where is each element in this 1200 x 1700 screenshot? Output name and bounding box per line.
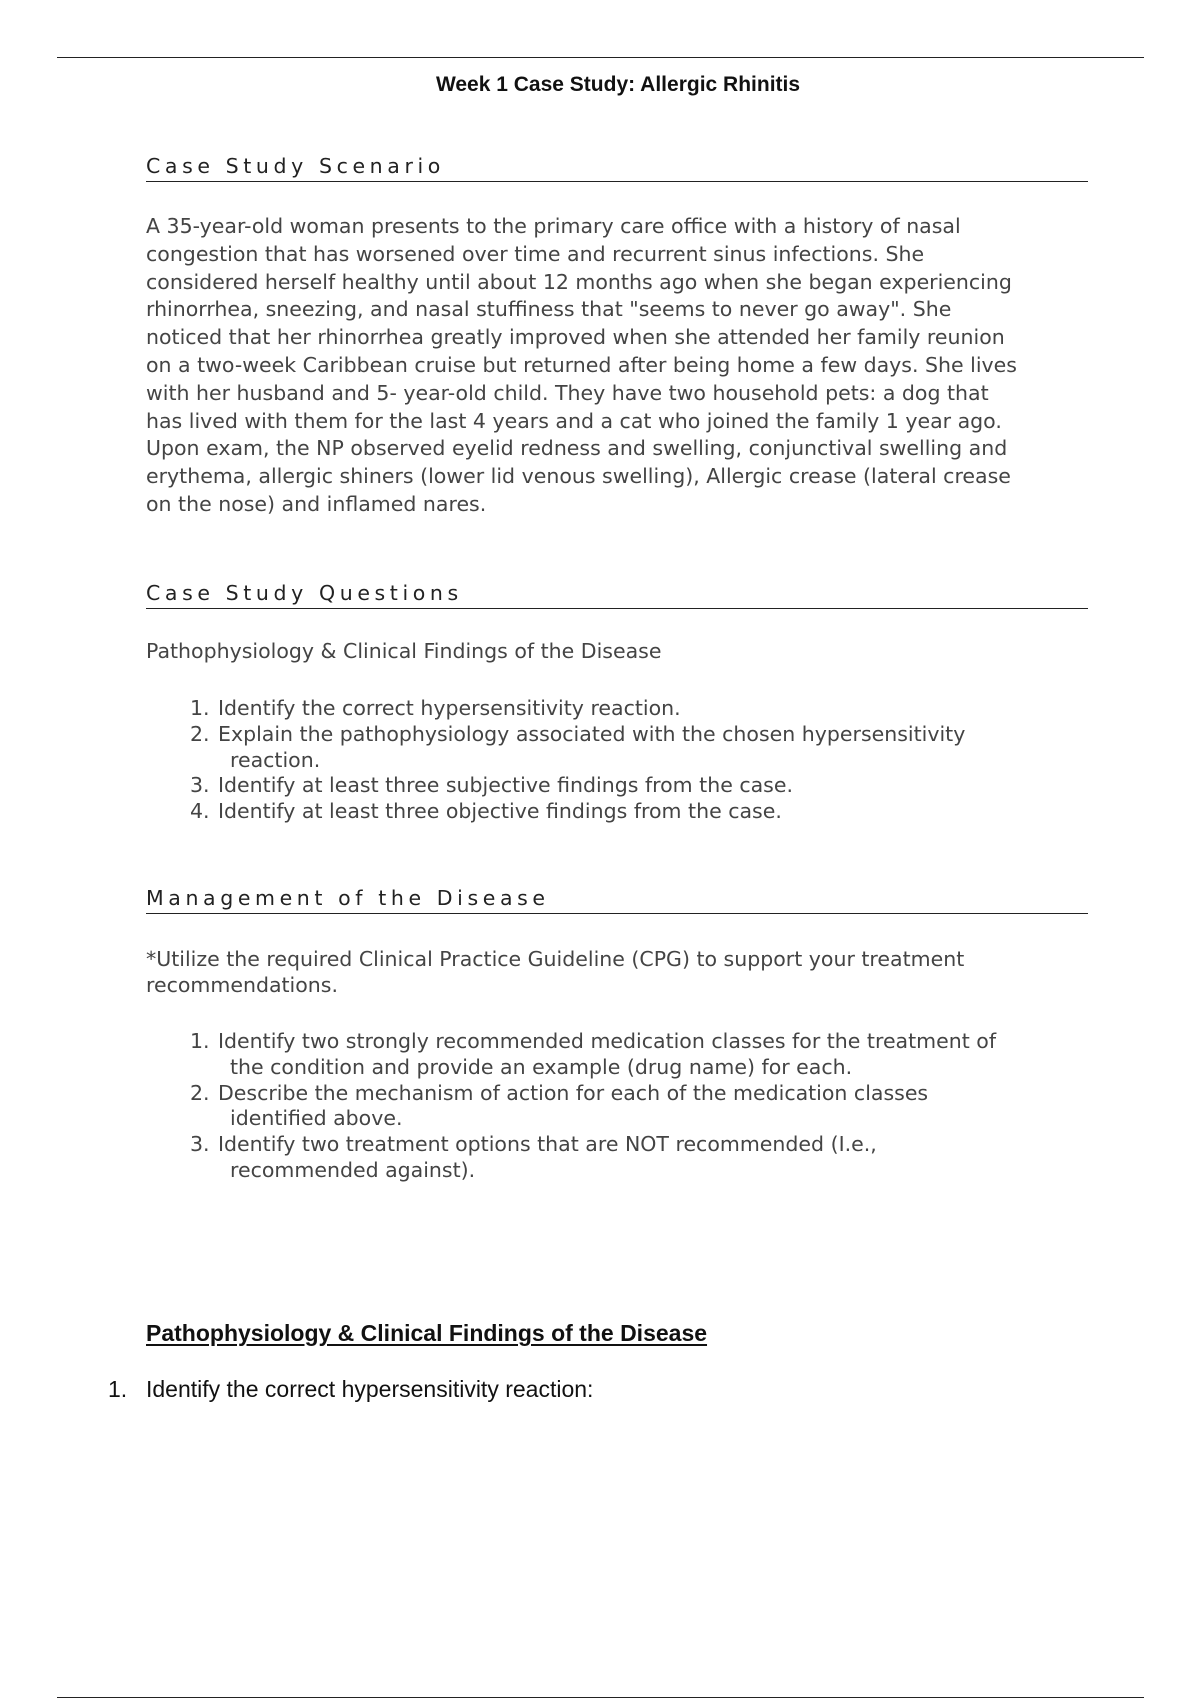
questions-subheading-text: Pathophysiology & Clinical Findings of the Disease	[146, 639, 662, 663]
scenario-line: on the nose) and inflamed nares.	[146, 491, 487, 516]
management-list	[190, 1029, 1090, 1184]
management-item	[190, 1081, 1090, 1133]
answers-heading: Pathophysiology & Clinical Findings of the Disease	[146, 1320, 708, 1346]
scenario-line: A 35-year-old woman presents to the primary care office with a history of nasal	[146, 214, 961, 238]
management-item	[190, 1132, 1090, 1184]
question-item	[190, 799, 1090, 825]
answer-question-text: Identify the correct hypersensitivity reaction:	[146, 1376, 594, 1402]
questions-list	[190, 696, 1090, 825]
question-number: 3.	[190, 773, 210, 798]
management-text: Identify two treatment options that are NOT recommended (I.e.,	[218, 1132, 877, 1157]
question-text: Explain the pathophysiology associated with the chosen hypersensitivity	[218, 721, 966, 746]
page-bottom-rule	[57, 1697, 1144, 1698]
scenario-paragraph	[146, 213, 1088, 519]
management-text: Describe the mechanism of action for each of the medication classes	[218, 1080, 929, 1105]
scenario-line: congestion that has worsened over time and recurrent sinus infections. She	[146, 241, 925, 266]
question-text-continued: reaction.	[230, 747, 321, 772]
question-number: 4.	[190, 799, 210, 824]
question-number: 2.	[190, 721, 210, 746]
management-note-line: *Utilize the required Clinical Practice Guideline (CPG) to support your treatment	[146, 947, 965, 971]
scenario-line: considered herself healthy until about 12 months ago when she began experiencing	[146, 269, 1012, 294]
scenario-line: Upon exam, the NP observed eyelid redness and swelling, conjunctival swelling and	[146, 436, 1008, 461]
answer-question-1	[108, 1376, 593, 1403]
question-text: Identify the correct hypersensitivity reaction.	[218, 696, 681, 720]
question-item	[190, 773, 1090, 799]
scenario-line: with her husband and 5- year-old child. They have two household pets: a dog that	[146, 380, 989, 405]
questions-heading: Case Study Questions	[146, 580, 1088, 609]
management-note-line: recommendations.	[146, 973, 338, 997]
management-text: Identify two strongly recommended medication classes for the treatment of	[218, 1029, 997, 1053]
question-item	[190, 722, 1090, 774]
management-note	[146, 946, 1088, 998]
answer-question-number: 1.	[108, 1376, 128, 1402]
management-number: 3.	[190, 1132, 210, 1157]
management-heading: Management of the Disease	[146, 885, 1088, 914]
management-text-continued: recommended against).	[230, 1157, 476, 1182]
document-title: Week 1 Case Study: Allergic Rhinitis	[435, 73, 801, 96]
scenario-line: erythema, allergic shiners (lower lid venous swelling), Allergic crease (lateral crease	[146, 464, 1011, 489]
scenario-line: has lived with them for the last 4 years and a cat who joined the family 1 year ago.	[146, 408, 1002, 433]
management-text-continued: identified above.	[230, 1106, 403, 1131]
page-top-rule	[57, 57, 1144, 58]
management-item	[190, 1029, 1090, 1081]
management-text-continued: the condition and provide an example (drug name) for each.	[230, 1054, 853, 1079]
question-number: 1.	[190, 696, 210, 720]
question-text: Identify at least three objective findings from the case.	[218, 799, 782, 824]
question-item	[190, 696, 1090, 722]
scenario-line: on a two-week Caribbean cruise but returned after being home a few days. She lives	[146, 352, 1017, 377]
scenario-line: noticed that her rhinorrhea greatly improved when she attended her family reunion	[146, 325, 1005, 350]
question-text: Identify at least three subjective findings from the case.	[218, 773, 793, 798]
management-number: 1.	[190, 1029, 210, 1053]
scenario-line: rhinorrhea, sneezing, and nasal stuffiness that "seems to never go away". She	[146, 297, 952, 322]
scenario-heading: Case Study Scenario	[146, 153, 1088, 182]
questions-subheading	[146, 638, 1088, 666]
management-number: 2.	[190, 1080, 210, 1105]
